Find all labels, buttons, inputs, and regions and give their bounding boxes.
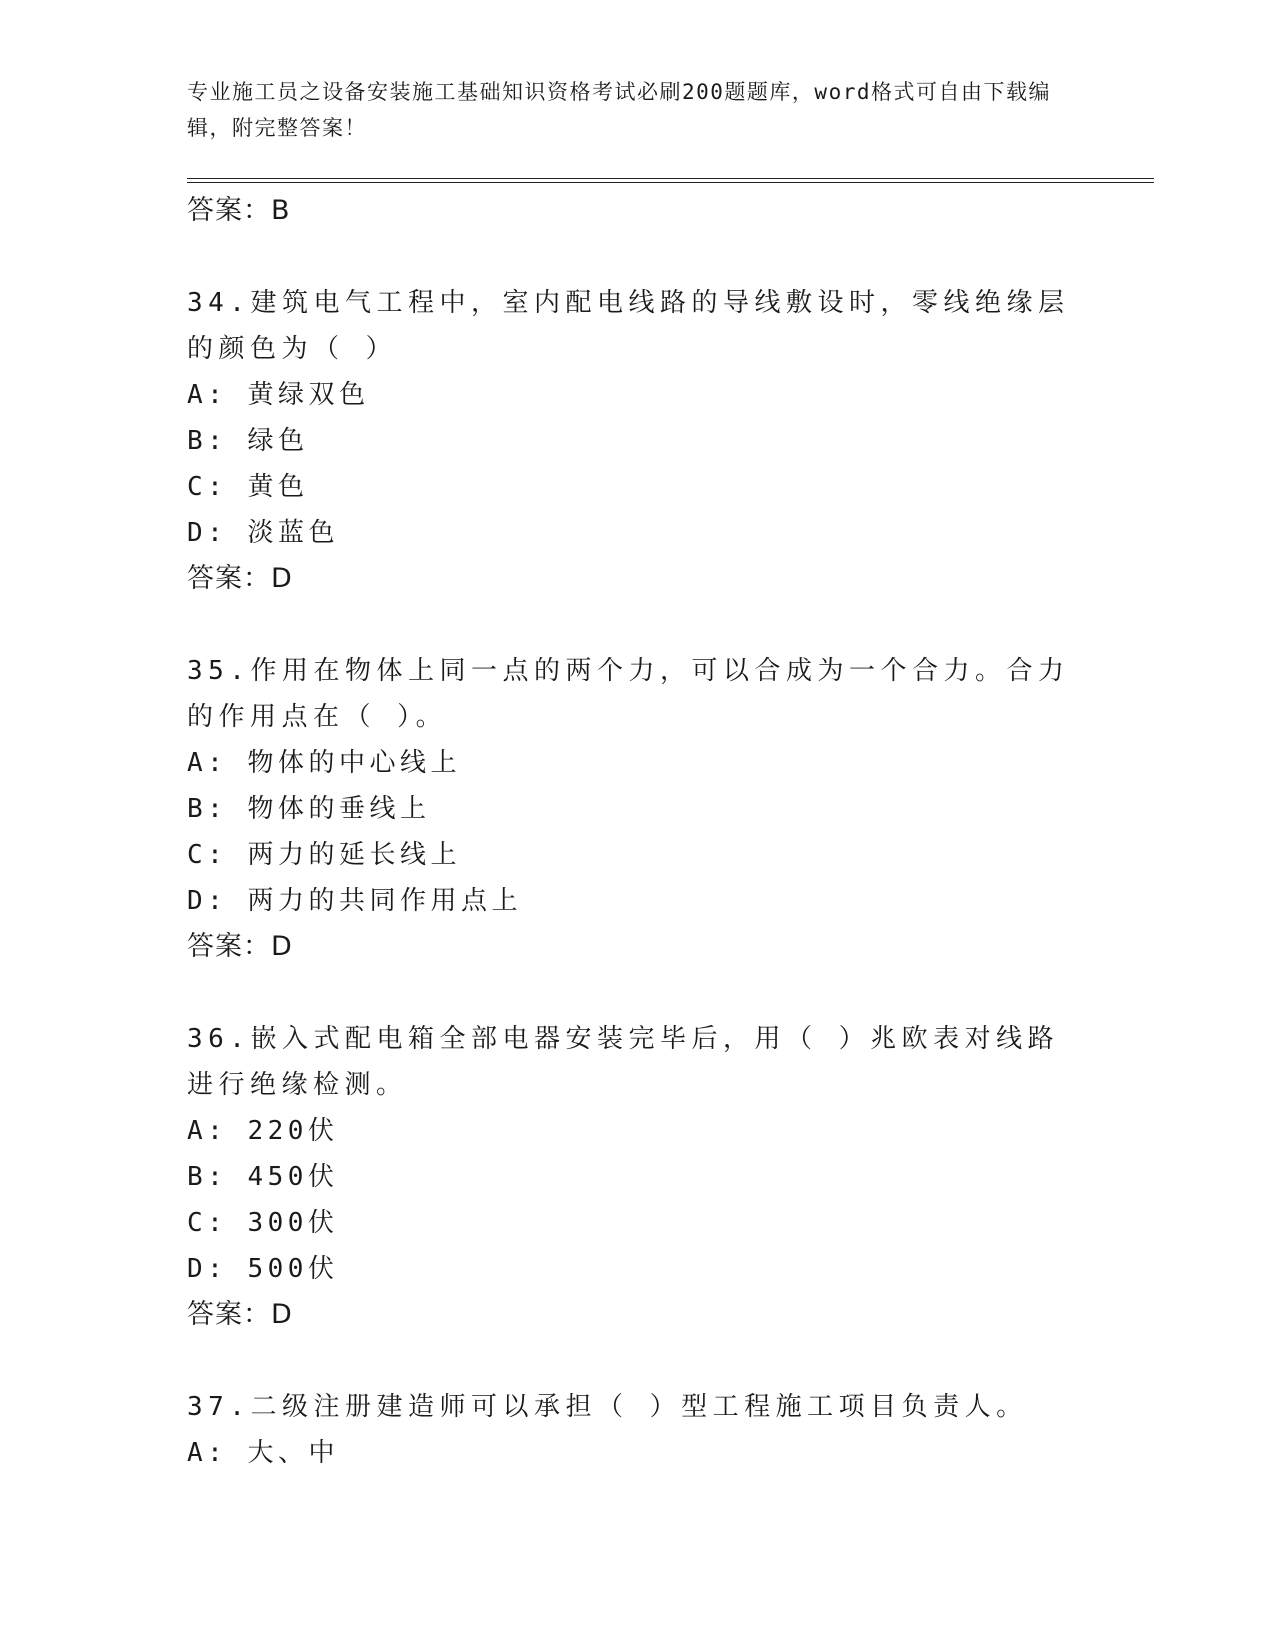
option-d: D: 500伏	[187, 1254, 339, 1284]
option-d: D: 两力的共同作用点上	[187, 886, 522, 916]
option-a: A: 黄绿双色	[187, 380, 370, 410]
option-a: A: 物体的中心线上	[187, 748, 461, 778]
option-d: D: 淡蓝色	[187, 518, 339, 548]
option-c: C: 300伏	[187, 1208, 339, 1238]
option-c: C: 黄色	[187, 472, 309, 502]
option-c: C: 两力的延长线上	[187, 840, 461, 870]
spacer	[187, 970, 1087, 1016]
option-a: A: 大、中	[187, 1438, 339, 1468]
answer-line: 答案：D	[187, 563, 293, 594]
spacer	[187, 1338, 1087, 1384]
question-text: 37.二级注册建造师可以承担（ ）型工程施工项目负责人。	[187, 1392, 1028, 1422]
question-text: 34.建筑电气工程中，室内配电线路的导线敷设时，零线绝缘层的颜色为（ ）	[187, 288, 1070, 364]
question-text: 35.作用在物体上同一点的两个力，可以合成为一个合力。合力的作用点在（ ）。	[187, 656, 1070, 732]
answer-line: 答案：D	[187, 931, 293, 962]
question-text: 36.嵌入式配电箱全部电器安装完毕后，用（ ）兆欧表对线路进行绝缘检测。	[187, 1024, 1060, 1100]
question-item	[187, 648, 1087, 970]
option-b: B: 绿色	[187, 426, 309, 456]
question-item	[187, 280, 1087, 602]
question-list	[187, 188, 1087, 1476]
spacer	[187, 602, 1087, 648]
spacer	[187, 234, 1087, 280]
header-divider	[187, 178, 1154, 183]
option-b: B: 物体的垂线上	[187, 794, 431, 824]
option-b: B: 450伏	[187, 1162, 339, 1192]
answer-line: 答案：B	[187, 195, 291, 226]
question-item	[187, 1016, 1087, 1338]
answer-line: 答案：D	[187, 1299, 293, 1330]
question-item	[187, 1384, 1087, 1476]
option-a: A: 220伏	[187, 1116, 339, 1146]
page-header-text: 专业施工员之设备安装施工基础知识资格考试必刷200题题库，word格式可自由下载编辑，附完整答案！	[187, 80, 1051, 140]
